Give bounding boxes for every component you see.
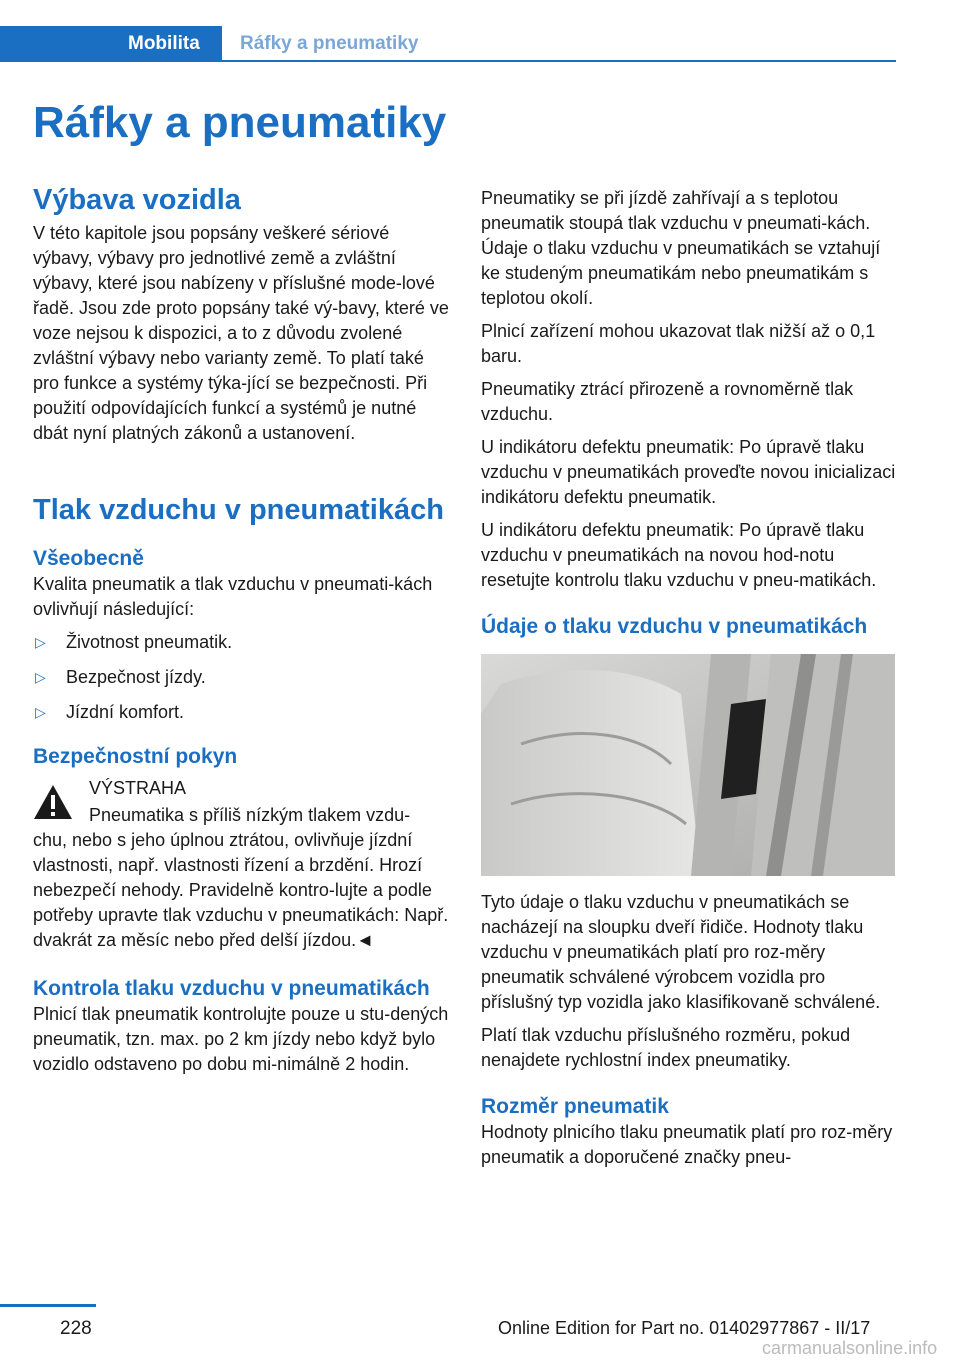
header-divider <box>222 60 896 62</box>
paragraph: U indikátoru defektu pneumatik: Po úpravě tlaku vzduchu v pneumatikách na novou hod‐notu resetujte kontrolu tlaku vzduchu v pneu‐matikách. <box>481 520 877 590</box>
subsection-title-bezpecnost: Bezpečnostní pokyn <box>33 745 238 768</box>
subsection-title-udaje: Údaje o tlaku vzduchu v pneumatikách <box>481 615 868 638</box>
tab-mobilita[interactable]: Mobilita <box>0 26 222 62</box>
right-column <box>481 186 901 1178</box>
warning-text: chu, nebo s jeho úplnou ztrátou, ovlivňuje jízdní vlastnosti, např. vlastnosti řízení a brzdění. Hrozí nebezpečí nehody. Pravidelně kontro‐lujte a podle potřeby upravte tlak vzduchu v pneumatikách: Např. dvakrát za měsíc nebo před delší jízdou.◄ <box>33 830 449 950</box>
warning-text-start: Pneumatika s příliš nízkým tlakem vzdu‐ <box>89 805 411 825</box>
subsection-title-rozmer: Rozměr pneumatik <box>481 1095 669 1118</box>
list-item-text: Jízdní komfort. <box>66 702 185 722</box>
warning-triangle-icon <box>33 784 73 820</box>
list-item <box>33 700 451 725</box>
footer-divider <box>0 1304 96 1307</box>
list-item-text: Bezpečnost jízdy. <box>66 667 206 687</box>
triangle-bullet-icon: ▷ <box>35 669 46 685</box>
paragraph: Tyto údaje o tlaku vzduchu v pneumatikách se nacházejí na sloupku dveří řidiče. Hodnoty tlaku vzduchu v pneumatikách platí pro roz‐měry pneumatik schválené výrobcem vozidla pro příslušný typ vozidla jako klasifikovaně schválené. <box>481 892 881 1012</box>
subsection-text-vseobecne: Kvalita pneumatik a tlak vzduchu v pneumati‐kách ovlivňují následující: <box>33 574 433 619</box>
paragraph: Pneumatiky ztrácí přirozeně a rovnoměrně tlak vzduchu. <box>481 379 854 424</box>
header-tabbar <box>0 26 896 62</box>
paragraph: U indikátoru defektu pneumatik: Po úpravě tlaku vzduchu v pneumatikách proveďte novou inicializaci indikátoru defektu pneumatik. <box>481 437 896 507</box>
list-item <box>33 665 451 690</box>
factors-list <box>33 630 451 725</box>
subsection-title-kontrola: Kontrola tlaku vzduchu v pneumatikách <box>33 977 430 1000</box>
section-title-tlak: Tlak vzduchu v pneumatikách <box>33 494 444 526</box>
tab-rafky-a-pneumatiky[interactable]: Ráfky a pneumatiky <box>240 33 419 54</box>
paragraph: Plnicí zařízení mohou ukazovat tlak nižší až o 0,1 baru. <box>481 321 876 366</box>
page-number: 228 <box>60 1318 92 1339</box>
paragraph: Hodnoty plnicího tlaku pneumatik platí pro roz‐měry pneumatik a doporučené značky pneu‐ <box>481 1122 893 1167</box>
warning-box <box>33 776 451 828</box>
triangle-bullet-icon: ▷ <box>35 704 46 720</box>
paragraph: Pneumatiky se při jízdě zahřívají a s teplotou pneumatik stoupá tlak vzduchu v pneumati‐kách. Údaje o tlaku vzduchu v pneumatikách se vztahují ke studeným pneumatikám nebo pneumatikám s teplotou okolí. <box>481 188 881 308</box>
door-pillar-photo <box>481 654 895 876</box>
triangle-bullet-icon: ▷ <box>35 634 46 650</box>
edition-note: Online Edition for Part no. 01402977867 - II/17 <box>498 1318 871 1338</box>
warning-label: VÝSTRAHA <box>89 778 187 798</box>
subsection-title-vseobecne: Všeobecně <box>33 547 144 570</box>
section-title-vybava: Výbava vozidla <box>33 184 241 216</box>
section-text-vybava: V této kapitole jsou popsány veškeré sériové výbavy, výbavy pro jednotlivé země a zvláštní výbavy, které jsou nabízeny v příslušné mode‐lové řadě. Jsou zde proto popsány také vý‐bavy, které ve voze nejsou k dispozici, a to z důvodu zvolené zvláštní výbavy nebo varianty země. To platí také pro funkce a systémy týka‐jící se bezpečnosti. Při použití odpovídajících funkcí a systémů je nutné dbát nyní platných zákonů a ustanovení. <box>33 223 449 443</box>
page-title: Ráfky a pneumatiky <box>33 98 447 147</box>
list-item-text: Životnost pneumatik. <box>66 632 233 652</box>
left-column <box>33 184 451 1085</box>
paragraph: Platí tlak vzduchu příslušného rozměru, pokud nenajdete rychlostní index pneumatiky. <box>481 1025 851 1070</box>
watermark: carmanualsonline.info <box>762 1338 938 1358</box>
list-item <box>33 630 451 655</box>
subsection-text-kontrola: Plnicí tlak pneumatik kontrolujte pouze u stu‐dených pneumatik, tzn. max. po 2 km jízdy nebo když bylo vozidlo odstaveno po dobu mi‐nimálně 2 hodin. <box>33 1004 449 1074</box>
